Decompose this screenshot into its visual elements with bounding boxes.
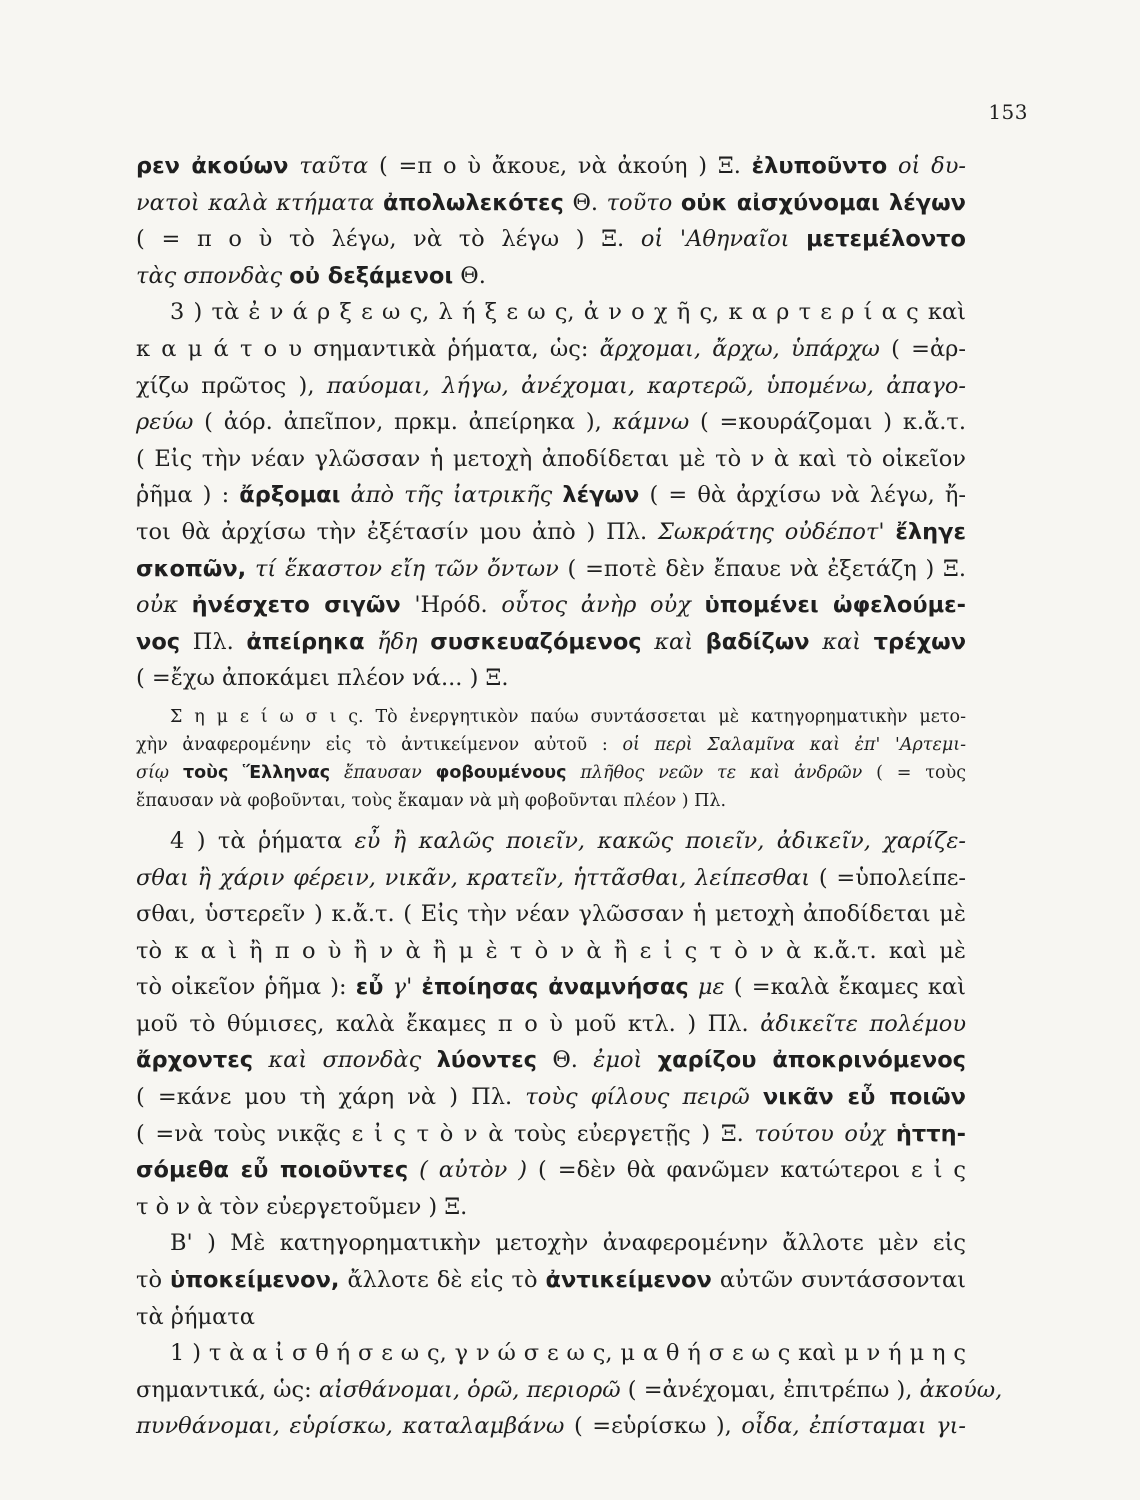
text-run: Σ η μ ε ί ω σ ι ς. Τὸ ἐνεργητικὸν παύω συντάσσεται μὲ κατηγορηματικὴν μετο- <box>170 706 966 727</box>
text-line <box>136 969 966 1006</box>
italic-quote: καὶ <box>809 628 874 655</box>
text-run: ( =ἀρ- <box>891 335 966 362</box>
text-run: τὸ <box>136 1267 170 1294</box>
italic-quote: οἶδα, ἐπίσταμαι γι- <box>741 1413 966 1440</box>
bold-term: ἄρξομαι <box>239 482 341 509</box>
text-run: ( =δὲν θὰ φανῶμεν κατώτεροι ε ἰ ς <box>538 1157 966 1184</box>
text-line <box>136 258 966 295</box>
bold-term: ὑποκείμενον, <box>170 1267 340 1294</box>
italic-quote: ἀδικεῖτε πολέμου <box>760 1010 967 1037</box>
text-run: ( = π ο ὺ τὸ λέγω, νὰ τὸ λέγω ) Ξ. <box>136 226 641 253</box>
bold-term: ἀπολωλεκότες <box>382 189 564 216</box>
bold-term: μετεμέλοντο <box>806 226 966 253</box>
text-run: τ ὸ ν ὰ τὸν εὐεργετοῦμεν ) Ξ. <box>136 1193 468 1220</box>
text-run: ( =κάνε μου τὴ χάρη νὰ ) Πλ. <box>136 1084 526 1111</box>
italic-quote: οὐκ <box>136 592 192 619</box>
text-line <box>136 514 966 551</box>
text-run: τὸ κ α ὶ ἢ π ο ὺ ἢ ν ὰ ἢ μ ὲ τ ὸ ν ὰ ἢ ε ἰ ς τ ὸ ν ὰ κ.ἄ.τ. καὶ μὲ <box>136 937 966 964</box>
italic-quote: παύομαι, λήγω, ἀνέχομαι, καρτερῶ, ὑπομένω, ἀπαγο- <box>326 372 966 399</box>
bold-term: ὑπομένει ὠφελούμε- <box>704 592 966 619</box>
text-line <box>136 294 966 331</box>
bold-term: ἐποίησας ἀναμνήσας <box>421 974 689 1001</box>
text-run: Β' ) Μὲ κατηγορηματικὴν μετοχὴν ἀναφερομένην ἄλλοτε μὲν εἰς <box>170 1230 966 1257</box>
text-line <box>136 624 966 661</box>
bold-term: φοβουμένους <box>435 762 567 783</box>
bold-term: τρέχων <box>873 628 967 655</box>
text-run: σημαντικά, ὡς: <box>136 1376 319 1403</box>
italic-quote: οὗτος ἀνὴρ οὐχ <box>501 592 705 619</box>
italic-quote: κάμνω <box>612 409 700 436</box>
text-line <box>136 551 966 588</box>
text-run: ( =καλὰ ἔκαμες καὶ <box>733 974 966 1001</box>
text-run: χὴν ἀναφερομένην εἰς τὸ ἀντικείμενον αὐτοῦ : <box>136 734 623 755</box>
text-line <box>136 221 966 258</box>
text-line <box>136 933 966 970</box>
italic-quote: οἱ δυ- <box>887 153 967 179</box>
italic-quote: γ' <box>383 974 422 1001</box>
italic-quote: τοῦτο <box>606 189 681 216</box>
text-line <box>136 404 966 441</box>
italic-quote: τοὺς φίλους πειρῶ <box>525 1084 763 1111</box>
bold-term: τοὺς Ἕλληνας <box>182 762 331 783</box>
text-line <box>136 1335 966 1372</box>
bold-term: λύοντες <box>436 1047 537 1074</box>
bold-term: λέγων <box>562 482 640 509</box>
text-line <box>136 660 966 697</box>
bold-term: ἀντικείμενον <box>545 1267 712 1294</box>
text-run: 3 ) τὰ ἐ ν ά ρ ξ ε ω ς, λ ή ξ ε ω ς, ἀ ν ο χ ῆ ς, κ α ρ τ ε ρ ί α ς καὶ <box>170 299 966 326</box>
italic-quote: με <box>688 974 734 1001</box>
italic-quote: ρεύω <box>136 409 205 436</box>
italic-quote: πυνθάνομαι, εὑρίσκω, καταλαμβάνω <box>136 1413 574 1440</box>
text-run: αὐτῶν συντάσσονται <box>711 1267 966 1294</box>
bold-term: χαρίζου ἀποκρινόμενος <box>657 1047 966 1074</box>
paragraph-block-2 <box>136 823 1003 1445</box>
italic-quote: πλῆθος νεῶν τε καὶ ἀνδρῶν <box>566 762 877 783</box>
italic-quote: τούτου οὐχ <box>754 1120 896 1147</box>
text-line <box>136 1225 966 1262</box>
text-line <box>136 896 966 933</box>
text-line <box>136 787 966 815</box>
text-run: ( =ποτὲ δὲν ἔπαυε νὰ ἐξετάζη ) Ξ. <box>567 555 967 582</box>
text-run: ( ἀόρ. ἀπεῖπον, πρκμ. ἀπείρηκα ), <box>204 409 613 436</box>
text-run: ( = τοὺς <box>876 762 967 783</box>
bold-term: νος <box>136 628 181 655</box>
text-run: 'Ηρόδ. <box>400 592 502 619</box>
italic-quote: αἰσθάνομαι, ὁρῶ, περιορῶ <box>318 1376 628 1403</box>
italic-quote: οἱ περὶ Σαλαμῖνα καὶ ἐπ' 'Αρτεμι- <box>622 734 967 755</box>
bold-term: ἔληγε <box>895 518 966 545</box>
text-run: ( =ἔχω ἀποκάμει πλέον νά... ) Ξ. <box>136 665 509 692</box>
bold-term: ἀπείρηκα <box>246 628 365 655</box>
text-line <box>136 368 966 405</box>
text-run: Θ. <box>453 262 486 289</box>
text-run: Θ. <box>537 1047 594 1074</box>
italic-quote: Σωκράτης οὐδέποτ' <box>657 518 896 545</box>
text-line <box>136 1116 966 1153</box>
text-line <box>136 1189 966 1226</box>
text-line <box>136 441 966 478</box>
text-line <box>136 860 966 897</box>
text-run: τὰ ῥήματα <box>136 1303 255 1330</box>
text-line <box>136 759 966 787</box>
italic-quote: καὶ <box>641 628 706 655</box>
italic-quote: σίῳ <box>136 762 183 783</box>
text-line <box>136 1006 966 1043</box>
text-run: ( =κουράζομαι ) κ.ἄ.τ. <box>699 409 966 436</box>
text-run: ( =ὑπολείπε- <box>818 864 966 891</box>
text-run: κ α μ ά τ ο υ σημαντικὰ ῥήματα, ὡς: <box>136 335 600 362</box>
bold-term: εὖ <box>355 974 384 1001</box>
text-line <box>136 1262 966 1299</box>
text-run: Θ. <box>563 189 607 216</box>
text-line <box>136 1408 966 1445</box>
text-line <box>136 331 966 368</box>
bold-term: ἐλυποῦντο <box>751 153 888 179</box>
text-run: ( =ἀνέχομαι, ἐπιτρέπω ), <box>627 1376 920 1403</box>
note-block <box>136 703 966 815</box>
text-run: τοι θὰ ἀρχίσω τὴν ἐξέτασίν μου ἀπὸ ) Πλ. <box>136 518 658 545</box>
italic-quote: εὖ ἢ καλῶς ποιεῖν, κακῶς ποιεῖν, ἀδικεῖν, χαρίζε- <box>354 827 966 854</box>
italic-quote: ἔπαυσαν <box>330 762 436 783</box>
text-line <box>136 703 966 731</box>
text-line <box>136 823 966 860</box>
italic-quote: ἀκούω, <box>919 1376 1003 1403</box>
text-line <box>136 1372 1003 1409</box>
bold-term: οὐκ αἰσχύνομαι λέγων <box>680 189 966 216</box>
italic-quote: καὶ σπονδὰς <box>253 1047 437 1074</box>
text-run: μοῦ τὸ θύμισες, καλὰ ἔκαμες π ο ὺ μοῦ κτλ. ) Πλ. <box>136 1010 761 1037</box>
text-run: ( = θὰ ἀρχίσω νὰ λέγω, ἤ- <box>639 482 967 509</box>
bold-term: ἄρχοντες <box>136 1047 254 1074</box>
text-run: ( Εἰς τὴν νέαν γλῶσσαν ἡ μετοχὴ ἀποδίδεται μὲ τὸ ν ὰ καὶ τὸ οἰκεῖον <box>136 445 966 472</box>
bold-term: βαδίζων <box>705 628 810 655</box>
text-line <box>136 587 966 624</box>
bold-term: συσκευαζόμενος <box>430 628 642 655</box>
text-line <box>136 148 966 185</box>
bold-term: οὐ δεξάμενοι <box>289 262 454 289</box>
italic-quote: τί ἕκαστον εἴη τῶν ὄντων <box>246 555 568 582</box>
text-line <box>136 477 966 514</box>
text-run: σθαι, ὑστερεῖν ) κ.ἄ.τ. ( Εἰς τὴν νέαν γλῶσσαν ἡ μετοχὴ ἀποδίδεται μὲ <box>136 901 966 928</box>
text-run: τὸ οἰκεῖον ῥῆμα ): <box>136 974 356 1001</box>
text-run: 1 ) τ ὰ α ἰ σ θ ή σ ε ω ς, γ ν ώ σ ε ω ς, μ α θ ή σ ε ω ς καὶ μ ν ή μ η ς <box>170 1340 966 1367</box>
text-run: Πλ. <box>180 628 247 655</box>
italic-quote: ἐμοὶ <box>593 1047 658 1074</box>
italic-quote: σθαι ἢ χάριν φέρειν, νικᾶν, κρατεῖν, ἡττᾶσθαι, λείπεσθαι <box>136 864 819 891</box>
text-run: χίζω πρῶτος ), <box>136 372 327 399</box>
text-run: ἄλλοτε δὲ εἰς τὸ <box>339 1267 546 1294</box>
body-text <box>136 148 1003 1445</box>
italic-quote: ἀπὸ τῆς ἰατρικῆς <box>340 482 563 509</box>
bold-term: ἠνέσχετο σιγῶν <box>191 592 401 619</box>
italic-quote: οἱ 'Αθηναῖοι <box>640 226 807 253</box>
italic-quote: ( αὐτὸν ) <box>408 1157 538 1184</box>
bold-term: ἡττη- <box>895 1120 966 1147</box>
italic-quote: τὰς σπονδὰς <box>136 262 290 289</box>
bold-term: σόμεθα εὖ ποιοῦντες <box>136 1157 409 1184</box>
bold-term: σκοπῶν, <box>136 555 247 582</box>
paragraph-block-1 <box>136 148 966 697</box>
text-run: ( =εὑρίσκω ), <box>573 1413 742 1440</box>
text-run: ῥῆμα ) : <box>136 482 240 509</box>
text-line <box>136 185 966 222</box>
bold-term: νικᾶν εὖ ποιῶν <box>762 1084 966 1111</box>
text-line <box>136 1152 966 1189</box>
bold-term: ρεν ἀκούων <box>136 153 289 179</box>
text-line <box>136 1042 966 1079</box>
italic-quote: ἄρχομαι, ἄρχω, ὑπάρχω <box>599 335 892 362</box>
italic-quote: ταῦτα <box>288 153 379 179</box>
text-line <box>136 731 966 759</box>
italic-quote: ἤδη <box>364 628 431 655</box>
text-line <box>136 1079 966 1116</box>
text-line <box>136 1299 966 1336</box>
text-run: ( =νὰ τοὺς νικᾷς ε ἰ ς τ ὸ ν ὰ τοὺς εὐεργετῇς ) Ξ. <box>136 1120 755 1147</box>
text-run: 4 ) τὰ ῥήματα <box>170 827 355 854</box>
page-number: 153 <box>988 100 1028 124</box>
italic-quote: νατοὶ καλὰ κτήματα <box>136 189 383 216</box>
text-run: ἔπαυσαν νὰ φοβοῦνται, τοὺς ἔκαμαν νὰ μὴ φοβοῦνται πλέον ) Πλ. <box>136 790 727 811</box>
text-run: ( =π ο ὺ ἄκουε, νὰ ἀκούη ) Ξ. <box>378 153 752 179</box>
